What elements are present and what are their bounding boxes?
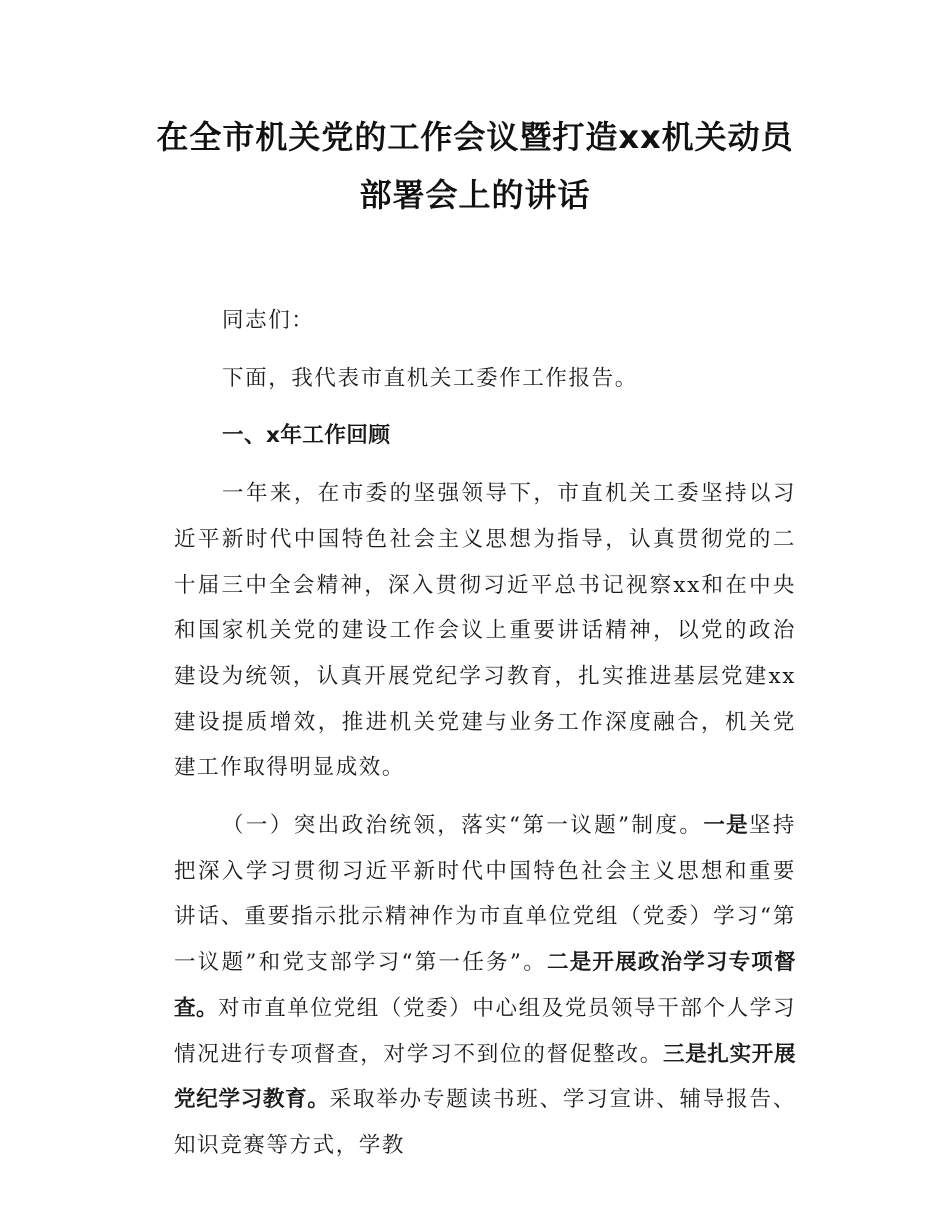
section-heading: 一、x年工作回顾 — [222, 423, 391, 449]
document-body — [174, 298, 796, 1169]
point-two-text: 对市直单位党组（党委）中心组及党员领导干部个人学习情况进行专项督查，对学习不到位的督促整改。 — [174, 995, 796, 1067]
title-line-2: 部署会上的讲话 — [359, 176, 591, 214]
point-two-label: 二是开展政治学习专项督查。 — [174, 950, 796, 1021]
point-one-label: 一是 — [703, 813, 749, 839]
title-line-1: 在全市机关党的工作会议暨打造xx机关动员 — [156, 118, 794, 156]
salutation: 同志们： — [222, 308, 315, 333]
subsection-lead: （一）突出政治统领，落实“第一议题”制度。 — [222, 813, 704, 839]
political-leadership-paragraph — [174, 803, 796, 1169]
point-three-text: 采取举办专题读书班、学习宣讲、辅导报告、知识竞赛等方式，学教 — [174, 1087, 796, 1158]
intro-paragraph: 下面，我代表市直机关工委作工作报告。 — [222, 365, 638, 391]
point-three-label: 三是扎实开展党纪学习教育。 — [174, 1041, 796, 1113]
point-one-text: 坚持把深入学习贯彻习近平新时代中国特色社会主义思想和重要讲话、重要指示批示精神作为市直单位党组（党委）学习“第一议题”和党支部学习“第一任务”。 — [174, 813, 796, 976]
page-title — [100, 108, 850, 224]
review-paragraph: 一年来，在市委的坚强领导下，市直机关工委坚持以习近平新时代中国特色社会主义思想为指导，认真贯彻党的二十届三中全会精神，深入贯彻习近平总书记视察xx和在中央和国家机关党的建设工作会议上重要讲话精神，以党的政治建设为统领，认真开展党纪学习教育，扎实推进基层党建xx建设提质增效，推进机关党建与业务工作深度融合，机关党建工作取得明显成效。 — [174, 481, 796, 781]
